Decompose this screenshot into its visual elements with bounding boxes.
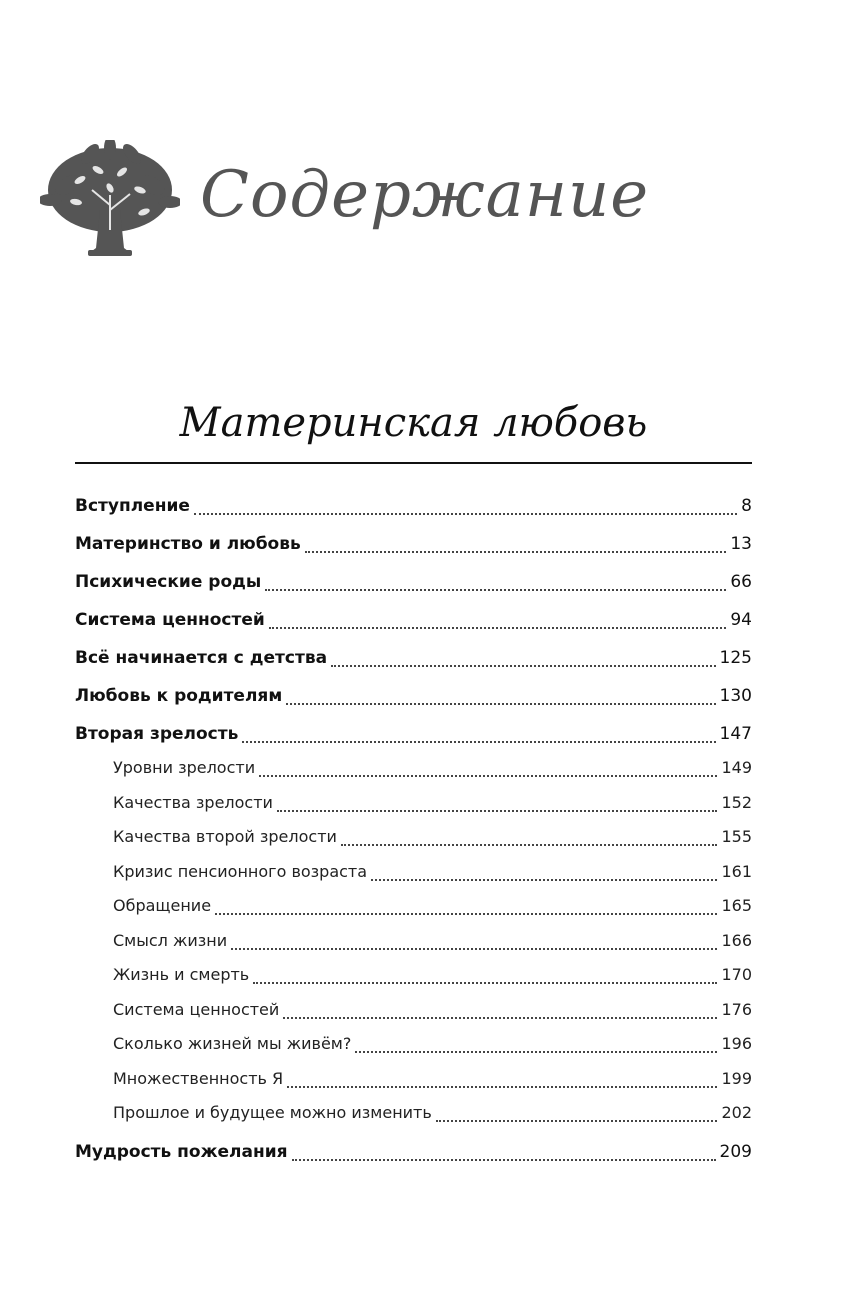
dot-leader [287,1086,717,1088]
toc-entry[interactable] [75,965,752,989]
dot-leader [215,913,717,915]
toc-entry-title: Система ценностей [113,1000,280,1019]
dot-leader [286,703,715,705]
toc-entry-page: 196 [721,1034,752,1053]
tree-icon [40,140,180,260]
toc-entry-title: Сколько жизней мы живём? [113,1034,352,1053]
toc-entry-page: 166 [721,931,752,950]
toc-entry[interactable] [75,1069,752,1093]
dot-leader [259,775,717,777]
toc-entry[interactable] [75,862,752,886]
divider [75,462,752,464]
toc-entry-title: Обращение [113,896,212,915]
header [40,140,740,260]
dot-leader [283,1017,717,1019]
toc-entry[interactable] [75,827,752,851]
toc-entry[interactable] [75,758,752,782]
dot-leader [269,627,727,629]
toc-entry-title: Мудрость пожелания [75,1142,288,1162]
toc-entry-page: 66 [730,572,752,592]
page-title: Содержание [200,158,650,232]
toc-entry-title: Система ценностей [75,610,265,630]
toc-entry-title: Всё начинается с детства [75,648,328,668]
toc-entry[interactable] [75,1103,752,1127]
dot-leader [277,810,718,812]
toc-entry-title: Качества второй зрелости [113,827,337,846]
toc-entry-title: Множественность Я [113,1069,284,1088]
toc-entry-title: Вторая зрелость [75,724,239,744]
toc-entry[interactable] [75,793,752,817]
toc-entry[interactable] [75,896,752,920]
toc-entry[interactable] [75,1034,752,1058]
toc-entry-page: 125 [719,648,752,668]
toc-entry-page: 165 [721,896,752,915]
dot-leader [341,844,718,846]
toc-entry-title: Кризис пенсионного возраста [113,862,368,881]
toc-entry-page: 147 [719,724,752,744]
dot-leader [292,1159,716,1161]
toc-entry-title: Любовь к родителям [75,686,283,706]
toc-entry[interactable] [75,496,752,520]
dot-leader [331,665,715,667]
toc-entry-title: Материнство и любовь [75,534,301,554]
toc-entry-page: 155 [721,827,752,846]
dot-leader [194,513,737,515]
dot-leader [305,551,727,553]
toc-entry-page: 130 [719,686,752,706]
toc-entry[interactable] [75,572,752,596]
toc-entry[interactable] [75,686,752,710]
dot-leader [231,948,717,950]
toc-entry[interactable] [75,648,752,672]
toc-entry-page: 209 [719,1142,752,1162]
toc-entry-page: 202 [721,1103,752,1122]
section-title: Материнская любовь [179,400,648,446]
toc-entry-page: 8 [741,496,752,516]
toc-entry-title: Вступление [75,496,190,516]
toc-entry-page: 161 [721,862,752,881]
toc-entry-page: 13 [730,534,752,554]
toc-entry[interactable] [75,1000,752,1024]
toc-entry-page: 199 [721,1069,752,1088]
toc-entry-title: Качества зрелости [113,793,273,812]
toc-entry-title: Уровни зрелости [113,758,256,777]
toc-entry[interactable] [75,1142,752,1166]
toc-entry-page: 170 [721,965,752,984]
toc-entry-page: 149 [721,758,752,777]
toc-entry-title: Прошлое и будущее можно изменить [113,1103,432,1122]
toc-entry-title: Психические роды [75,572,262,592]
toc-entry-page: 152 [721,793,752,812]
toc-entry[interactable] [75,534,752,558]
toc-entry-page: 94 [730,610,752,630]
toc-entry[interactable] [75,724,752,748]
toc-entry-title: Смысл жизни [113,931,228,950]
dot-leader [355,1051,717,1053]
toc-entry-title: Жизнь и смерть [113,965,250,984]
toc-entry[interactable] [75,931,752,955]
toc-entry-page: 176 [721,1000,752,1019]
dot-leader [371,879,717,881]
dot-leader [436,1120,718,1122]
dot-leader [265,589,726,591]
dot-leader [242,741,715,743]
dot-leader [253,982,717,984]
toc-entry[interactable] [75,610,752,634]
